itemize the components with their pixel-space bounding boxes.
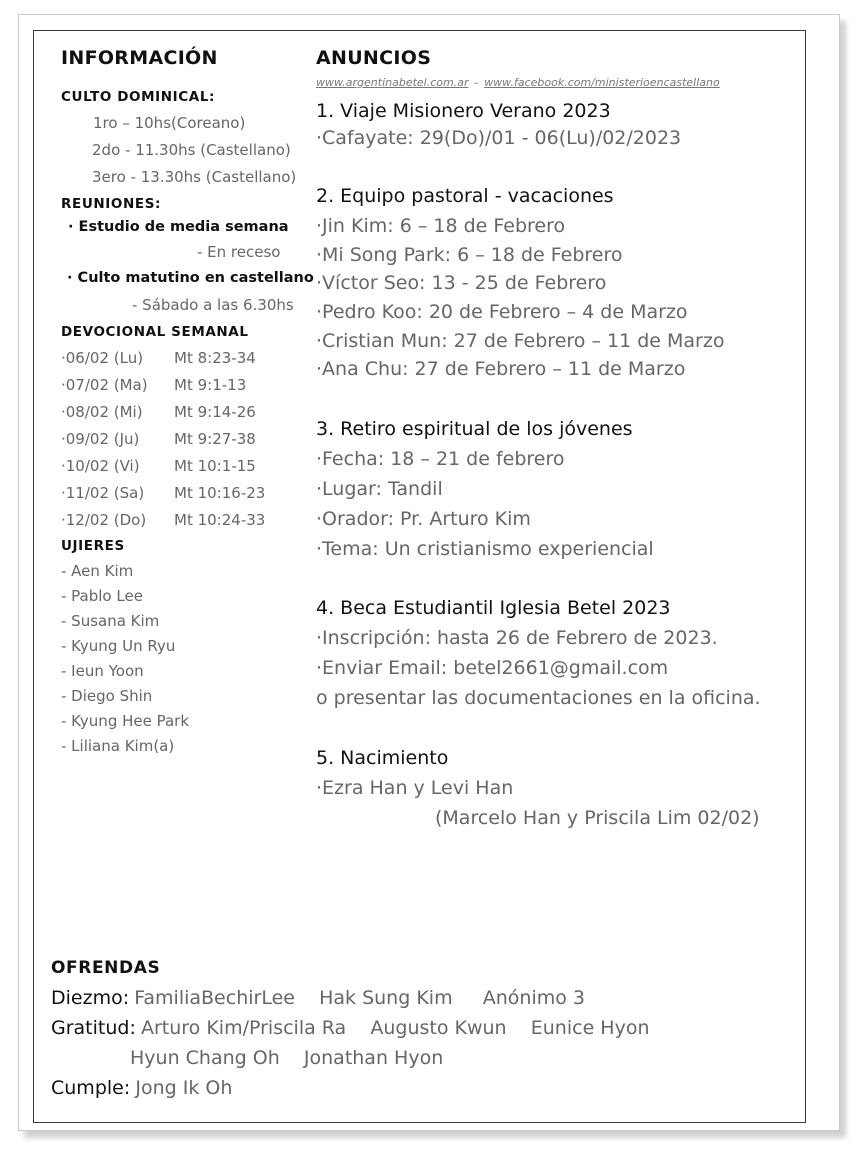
anuncio-line: ·Ezra Han y Levi Han — [316, 777, 514, 799]
website-link[interactable]: www.argentinabetel.com.ar — [316, 76, 469, 89]
cumple-row — [51, 1077, 232, 1099]
anuncio-title: 3. Retiro espiritual de los jóvenes — [316, 418, 633, 440]
ujier-item: - Ieun Yoon — [61, 662, 144, 680]
reunion-note: - En receso — [197, 243, 281, 261]
devocional-ref: Mt 10:24-33 — [174, 511, 266, 529]
reunion-item: · Estudio de media semana — [68, 219, 289, 235]
anuncio-line: o presentar las documentaciones en la oficina. — [316, 687, 761, 709]
anuncios-heading: ANUNCIOS — [316, 47, 432, 69]
anuncio-line: ·Cafayate: 29(Do)/01 - 06(Lu)/02/2023 — [316, 127, 682, 149]
devocional-date: ·07/02 (Ma) — [61, 376, 148, 394]
cumple-label: Cumple: — [51, 1077, 131, 1099]
culto-item: 2do - 11.30hs (Castellano) — [92, 141, 291, 159]
diezmo-row — [51, 987, 585, 1009]
anuncio-line: ·Mi Song Park: 6 – 18 de Febrero — [316, 244, 623, 266]
anuncio-line: ·Inscripción: hasta 26 de Febrero de 2023. — [316, 627, 718, 649]
website-links — [316, 71, 720, 90]
devocional-date: ·06/02 (Lu) — [61, 349, 144, 367]
devocional-date: ·08/02 (Mi) — [61, 403, 143, 421]
anuncio-line: ·Jin Kim: 6 – 18 de Febrero — [316, 215, 566, 237]
anuncio-line: ·Fecha: 18 – 21 de febrero — [316, 448, 565, 470]
diezmo-names: FamiliaBechirLee Hak Sung Kim Anónimo 3 — [134, 987, 586, 1009]
ujier-item: - Kyung Hee Park — [61, 712, 190, 730]
ujier-item: - Susana Kim — [61, 612, 160, 630]
anuncio-title: 4. Beca Estudiantil Iglesia Betel 2023 — [316, 597, 671, 619]
cumple-names: Jong Ik Oh — [135, 1077, 233, 1099]
anuncio-line: ·Tema: Un cristianismo experiencial — [316, 538, 654, 560]
devocional-ref: Mt 10:1-15 — [174, 457, 256, 475]
anuncio-line: ·Cristian Mun: 27 de Febrero – 11 de Marzo — [316, 330, 725, 352]
culto-item: 1ro – 10hs(Coreano) — [93, 114, 246, 132]
facebook-link[interactable]: www.facebook.com/ministerioencastellano — [484, 76, 720, 89]
gratitud-names: Arturo Kim/Priscila Ra Augusto Kwun Eunice Hyon — [140, 1017, 650, 1039]
devocional-date: ·10/02 (Vi) — [61, 457, 140, 475]
ujier-item: - Diego Shin — [61, 687, 153, 705]
anuncio-title: 1. Viaje Misionero Verano 2023 — [316, 100, 611, 122]
ujier-item: - Kyung Un Ryu — [61, 637, 176, 655]
culto-item: 3ero - 13.30hs (Castellano) — [92, 168, 297, 186]
devocional-ref: Mt 9:14-26 — [174, 403, 256, 421]
info-heading: INFORMACIÓN — [61, 47, 218, 69]
gratitud-label: Gratitud: — [51, 1017, 136, 1039]
gratitud-names-continued: Hyun Chang Oh Jonathan Hyon — [130, 1047, 444, 1069]
gratitud-row — [51, 1017, 650, 1039]
devocional-date: ·11/02 (Sa) — [61, 484, 145, 502]
reunion-note: - Sábado a las 6.30hs — [132, 296, 294, 314]
anuncio-line: ·Lugar: Tandil — [316, 478, 443, 500]
devocional-ref: Mt 9:27-38 — [174, 430, 256, 448]
ujieres-heading: UJIERES — [61, 538, 125, 554]
anuncio-line: ·Ana Chu: 27 de Febrero – 11 de Marzo — [316, 358, 686, 380]
anuncio-line: ·Víctor Seo: 13 - 25 de Febrero — [316, 272, 607, 294]
email-line: ·Enviar Email: betel2661@gmail.com — [316, 657, 669, 679]
ujier-item: - Aen Kim — [61, 562, 134, 580]
anuncio-title: 5. Nacimiento — [316, 747, 449, 769]
anuncio-line: (Marcelo Han y Priscila Lim 02/02) — [435, 807, 760, 829]
devocional-heading: DEVOCIONAL SEMANAL — [61, 324, 249, 340]
reunion-item: · Culto matutino en castellano — [67, 270, 314, 286]
ujier-item: - Liliana Kim(a) — [61, 737, 175, 755]
reuniones-heading: REUNIONES: — [61, 196, 162, 212]
culto-heading: CULTO DOMINICAL: — [61, 89, 216, 105]
anuncio-line: ·Pedro Koo: 20 de Febrero – 4 de Marzo — [316, 301, 688, 323]
diezmo-label: Diezmo: — [51, 987, 130, 1009]
ujier-item: - Pablo Lee — [61, 587, 143, 605]
anuncio-title: 2. Equipo pastoral - vacaciones — [316, 185, 614, 207]
devocional-ref: Mt 10:16-23 — [174, 484, 266, 502]
devocional-date: ·12/02 (Do) — [61, 511, 147, 529]
link-separator: – — [473, 76, 480, 89]
anuncio-line: ·Orador: Pr. Arturo Kim — [316, 508, 531, 530]
ofrendas-heading: OFRENDAS — [51, 958, 161, 978]
devocional-ref: Mt 8:23-34 — [174, 349, 256, 367]
devocional-date: ·09/02 (Ju) — [61, 430, 140, 448]
devocional-ref: Mt 9:1-13 — [174, 376, 247, 394]
